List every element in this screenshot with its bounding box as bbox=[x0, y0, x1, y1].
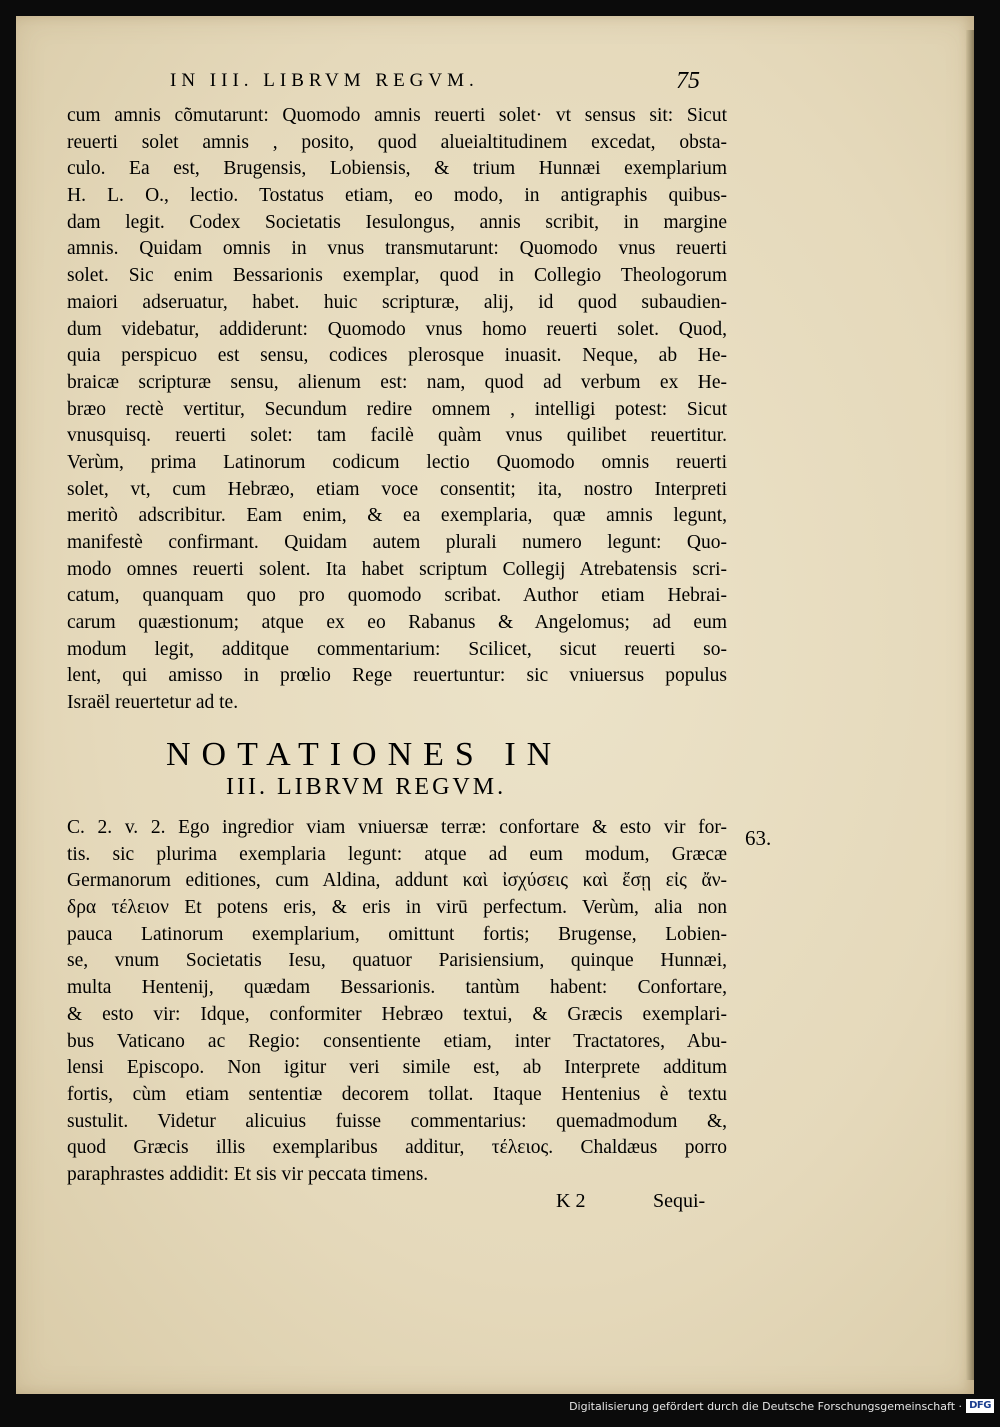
text-line: Israël reuertetur ad te. bbox=[67, 692, 239, 714]
text-line: Germanorum editiones, cum Aldina, addunt καὶ ἰσχύσεις καὶ ἔσῃ εἰς ἄν- bbox=[67, 870, 727, 892]
text-line: quod Græcis illis exemplaribus additur, τέλειος. Chaldæus porro bbox=[67, 1137, 727, 1159]
text-line: C. 2. v. 2. Ego ingredior viam vniuersæ terræ: confortare & esto vir for- bbox=[67, 817, 727, 838]
text-line: Verùm, prima Latinorum codicum lectio Quomodo omnis reuerti bbox=[67, 451, 727, 473]
text-line: braicæ scripturæ sensu, alienum est: nam, quod ad verbum ex He- bbox=[67, 371, 727, 393]
commentary-paragraph bbox=[67, 103, 727, 717]
text-line: sustulit. Videtur alicuius fuisse commentarius: quemadmodum &, bbox=[67, 1110, 727, 1132]
text-line: quia perspicuo est sensu, codices plerosque inuasit. Neque, ab He- bbox=[67, 345, 727, 367]
text-line: catum, quanquam quo pro quomodo scribat. Author etiam Hebrai- bbox=[67, 585, 727, 607]
text-line: reuerti solet amnis , posito, quod alueialtitudinem excedat, obsta- bbox=[67, 131, 727, 153]
margin-note: 63. bbox=[745, 826, 772, 850]
text-line: H. L. O., lectio. Tostatus etiam, eo modo, in antigraphis quibus- bbox=[67, 185, 727, 207]
text-line: fortis, cùm etiam sententiæ decorem tollat. Itaque Hentenius è textu bbox=[67, 1083, 727, 1105]
section-subheading: III. LIBRVM REGVM. bbox=[226, 774, 507, 800]
text-line: carum quæstionum; atque ex eo Rabanus & Angelomus; ad eum bbox=[67, 612, 727, 634]
catchword: Sequi- bbox=[653, 1190, 706, 1212]
text-line: bus Vaticano ac Regio: consentiente etiam, inter Tractatores, Abu- bbox=[67, 1030, 727, 1052]
text-line: & esto vir: Idque, conformiter Hebræo textui, & Græcis exemplari- bbox=[67, 1003, 727, 1025]
text-line: vnusquisq. reuerti solet: tam facilè quàm vnus quilibet reuertitur. bbox=[67, 425, 727, 447]
dfg-logo-icon: DFG bbox=[966, 1399, 994, 1413]
text-line: δρα τέλειον Et potens eris, & eris in virū perfectum. Verùm, alia non bbox=[67, 897, 727, 919]
text-line: culo. Ea est, Brugensis, Lobiensis, & trium Hunnæi exemplarium bbox=[67, 158, 727, 180]
text-line: bræo rectè vertitur, Secundum redire omnem , intelligi potest: Sicut bbox=[67, 398, 727, 420]
page-edge bbox=[966, 30, 974, 1380]
signature-mark: K 2 bbox=[556, 1190, 586, 1212]
text-line: manifestè confirmant. Quidam autem plurali numero legunt: Quo- bbox=[67, 532, 727, 553]
text-line: se, vnum Societatis Iesu, quatuor Parisiensium, quinque Hunnæi, bbox=[67, 950, 727, 972]
text-line: solet. Sic enim Bessarionis exemplar, quod in Collegio Theologorum bbox=[67, 265, 727, 287]
text-line: solet, vt, cum Hebræo, etiam voce consentit; ita, nostro Interpreti bbox=[67, 478, 727, 500]
text-line: maiori adseruatur, habet. huic scripturæ, alij, id quod subaudien- bbox=[67, 291, 727, 313]
text-line: dum videbatur, addiderunt: Quomodo vnus homo reuerti solet. Quod, bbox=[67, 318, 727, 340]
text-line: lent, qui amisso in prœlio Rege reuertuntur: sic vniuersus populus bbox=[67, 665, 727, 687]
text-line: modum legit, additque commentarium: Scilicet, sicut reuerti so- bbox=[67, 638, 727, 660]
text-line: multa Hentenij, quædam Bessarionis. tantùm habent: Confortare, bbox=[67, 977, 727, 999]
text-line: lensi Episcopo. Non igitur veri simile est, ab Interprete additum bbox=[67, 1057, 727, 1079]
text-line: dam legit. Codex Societatis Iesulongus, annis scribit, in margine bbox=[67, 211, 727, 233]
text-line: pauca Latinorum exemplarium, omittunt fortis; Brugense, Lobien- bbox=[67, 923, 727, 945]
text-line: amnis. Quidam omnis in vnus transmutarunt: Quomodo vnus reuerti bbox=[67, 238, 727, 260]
notation-paragraph bbox=[67, 815, 727, 1189]
funding-credit: Digitalisierung gefördert durch die Deutsche Forschungsgemeinschaft · bbox=[569, 1400, 962, 1413]
text-line: tis. sic plurima exemplaria legunt: atque ad eum modum, Græcæ bbox=[67, 843, 727, 865]
section-heading: NOTATIONES IN bbox=[166, 736, 563, 773]
running-head: IN III. LIBRVM REGVM. bbox=[170, 70, 479, 91]
text-line: meritò adscribitur. Eam enim, & ea exemplaria, quæ amnis legunt, bbox=[67, 505, 727, 527]
text-line: modo omnes reuerti solent. Ita habet scriptum Collegij Atrebatensis scri- bbox=[67, 558, 727, 580]
page-number: 75 bbox=[676, 68, 700, 94]
text-line: paraphrastes addidit: Et sis vir peccata timens. bbox=[67, 1163, 429, 1185]
text-line: cum amnis cõmutarunt: Quomodo amnis reuerti solet· vt sensus sit: Sicut bbox=[67, 105, 727, 126]
